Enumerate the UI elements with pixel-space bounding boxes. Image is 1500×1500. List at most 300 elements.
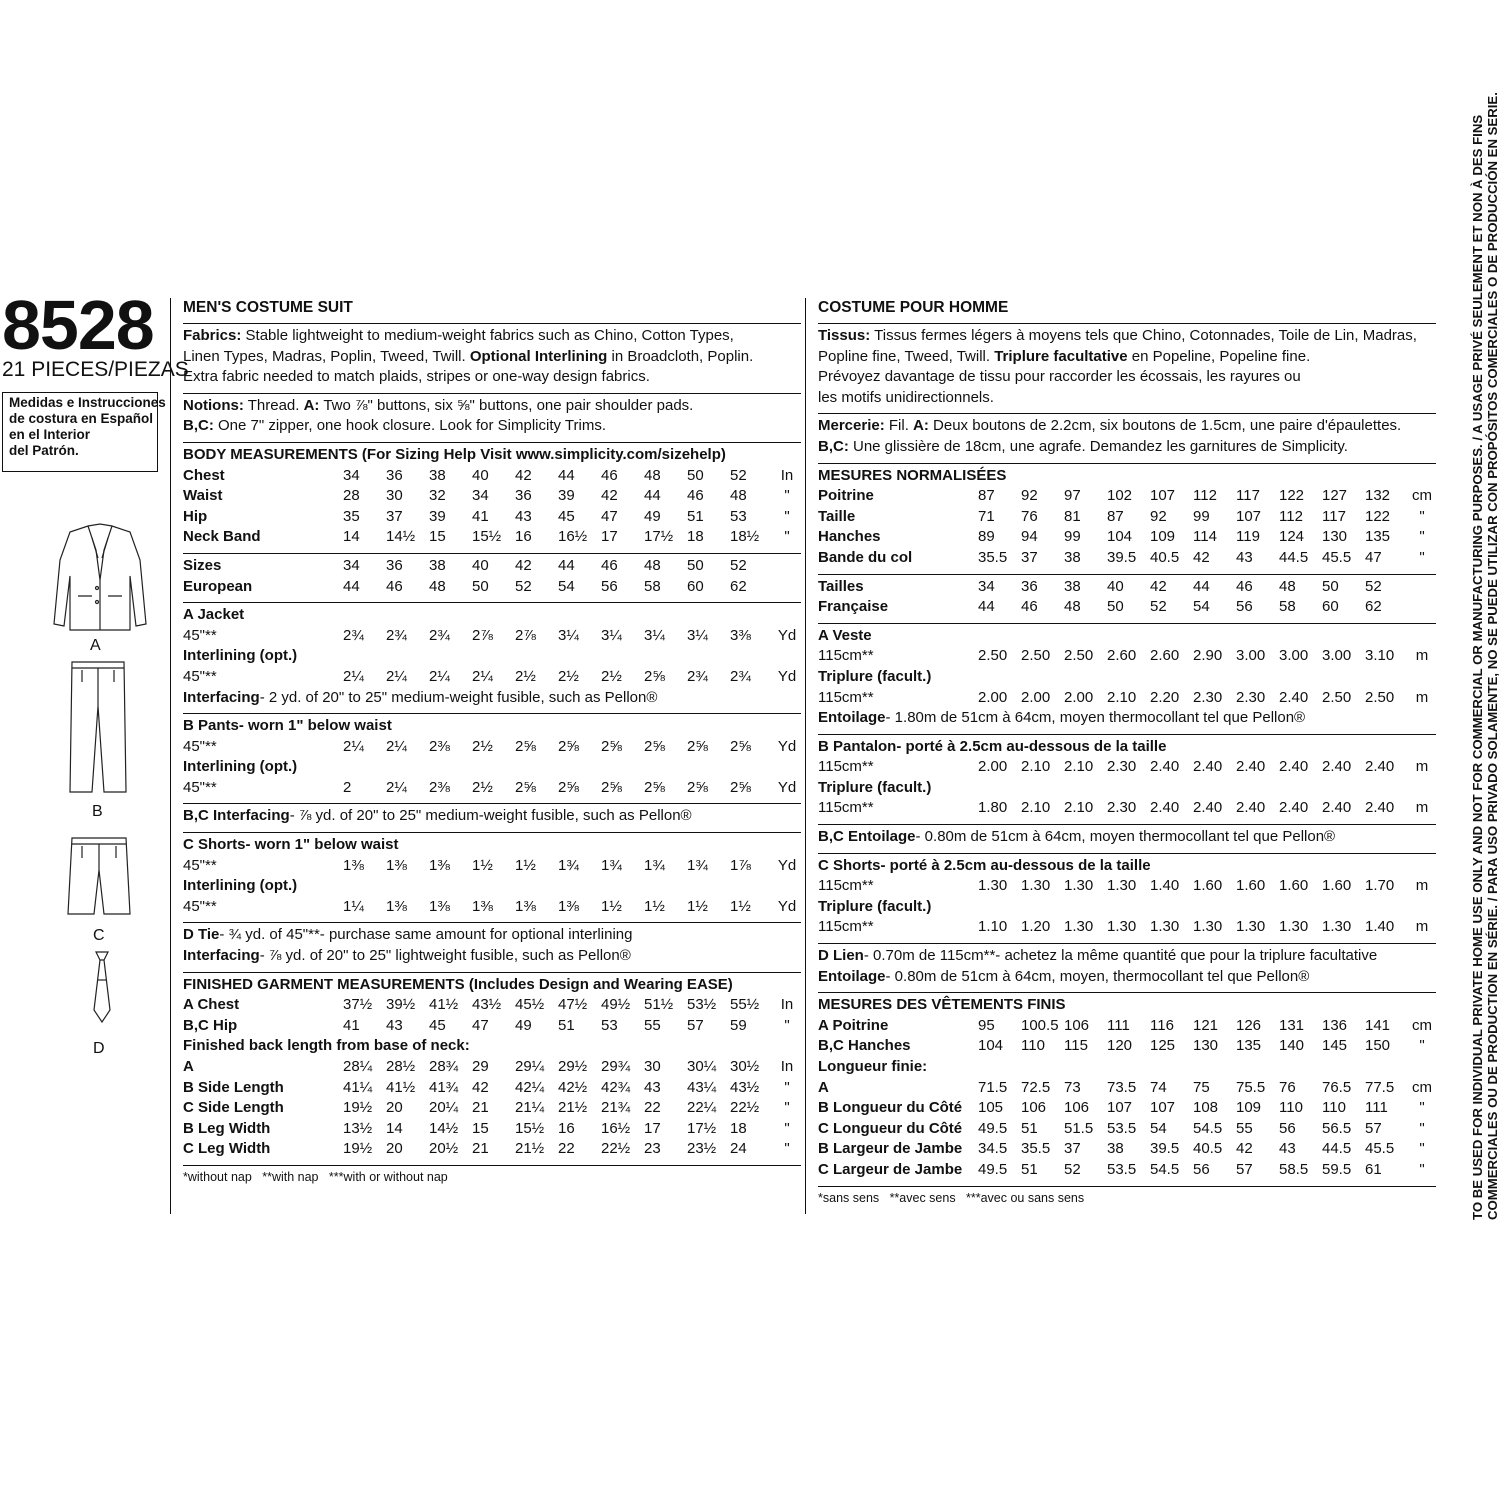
cell-value: 57 bbox=[1365, 1119, 1382, 1137]
cell-value: 1.30 bbox=[1064, 877, 1094, 895]
cell-unit bbox=[1408, 597, 1436, 618]
cell-value: 127 bbox=[1322, 487, 1348, 505]
body-measurements-title: BODY MEASUREMENTS (For Sizing Help Visit www.simplicity.com/sizehelp) bbox=[183, 445, 726, 463]
cell-value: 62 bbox=[1365, 598, 1382, 616]
cell-value: 2¾ bbox=[687, 667, 708, 685]
subheading-row bbox=[818, 897, 1436, 918]
cell-unit: " bbox=[1419, 1099, 1425, 1117]
cell-value: 1⅜ bbox=[386, 897, 407, 915]
cell-value: 51 bbox=[1021, 1119, 1038, 1137]
cell-value: 30¼ bbox=[687, 1058, 717, 1075]
cell-value: 45.5 bbox=[1322, 548, 1352, 566]
cell-value: 2½ bbox=[558, 667, 579, 685]
cell-value: 36 bbox=[515, 487, 532, 505]
cell-value: 111 bbox=[1107, 1016, 1130, 1034]
row-label: A bbox=[183, 1058, 194, 1075]
cell-value: 1.60 bbox=[1279, 877, 1309, 895]
table-row bbox=[818, 1119, 1436, 1140]
table-row bbox=[818, 1160, 1436, 1181]
cell-value: 44 bbox=[644, 487, 661, 505]
cell-value: 43¼ bbox=[687, 1078, 717, 1096]
cell-value: 49 bbox=[515, 1016, 532, 1034]
cell-value: 131 bbox=[1279, 1016, 1305, 1034]
cell-value: 89 bbox=[978, 528, 995, 546]
section-divider bbox=[818, 413, 1436, 414]
view-letter-d: D bbox=[93, 1040, 105, 1057]
row-label: B,C Hanches bbox=[818, 1037, 911, 1055]
cell-value: 41 bbox=[343, 1016, 360, 1034]
cell-value: 2¼ bbox=[472, 667, 493, 685]
cell-value: 56 bbox=[601, 577, 618, 595]
cell-value: 21 bbox=[472, 1140, 489, 1158]
cell-value: 104 bbox=[978, 1037, 1004, 1055]
table-row bbox=[183, 527, 801, 548]
cell-value: 102 bbox=[1107, 487, 1133, 505]
cell-value: 2¼ bbox=[386, 778, 407, 796]
cell-value: 21 bbox=[472, 1099, 489, 1117]
measurement-table bbox=[183, 556, 801, 597]
cell-unit: " bbox=[784, 528, 790, 546]
cell-value: 145 bbox=[1322, 1037, 1348, 1055]
row-label: 45"** bbox=[183, 778, 217, 796]
row-label: Tailles bbox=[818, 577, 864, 595]
cell-value: 53 bbox=[730, 507, 747, 525]
cell-value: 44 bbox=[343, 577, 360, 595]
section-divider bbox=[818, 323, 1436, 324]
cell-value: 40 bbox=[472, 556, 489, 574]
cell-value: 2.10 bbox=[1021, 799, 1051, 817]
cell-value: 2⅝ bbox=[644, 778, 665, 796]
cell-value: 14 bbox=[386, 1119, 403, 1137]
view-letter-b: B bbox=[92, 803, 103, 820]
cell-value: 29 bbox=[472, 1058, 489, 1075]
cell-unit: " bbox=[784, 487, 790, 505]
cell-value: 3¼ bbox=[687, 626, 708, 644]
cell-value: 2.40 bbox=[1236, 758, 1266, 776]
row-label: Poitrine bbox=[818, 487, 874, 505]
subheading-row bbox=[183, 646, 801, 667]
cell-value: 37 bbox=[1064, 1140, 1081, 1158]
cell-value: 13½ bbox=[343, 1119, 373, 1137]
cell-value: 1¾ bbox=[644, 856, 665, 874]
cell-value: 1.30 bbox=[1279, 918, 1309, 936]
cell-value: 2¾ bbox=[730, 667, 751, 685]
cell-value: 115 bbox=[1064, 1037, 1088, 1055]
cell-value: 40 bbox=[472, 466, 489, 484]
row-label: Waist bbox=[183, 487, 223, 505]
cell-value: 34.5 bbox=[978, 1140, 1008, 1158]
cell-value: 56 bbox=[1193, 1160, 1210, 1178]
cell-value: 2.60 bbox=[1150, 647, 1180, 665]
cell-unit: " bbox=[1419, 1037, 1425, 1055]
cell-value: 2.30 bbox=[1107, 799, 1137, 817]
cell-unit: cm bbox=[1412, 487, 1432, 505]
cell-value: 1⅞ bbox=[730, 856, 751, 874]
subheading-row bbox=[818, 1057, 1436, 1078]
table-row bbox=[818, 917, 1436, 938]
cell-value: 2.10 bbox=[1107, 688, 1137, 706]
cell-value: 44 bbox=[1193, 577, 1210, 595]
cell-unit bbox=[773, 577, 801, 598]
cell-value: 51 bbox=[1021, 1160, 1038, 1178]
cell-value: 150 bbox=[1365, 1037, 1391, 1055]
row-subheading: Triplure (facult.) bbox=[818, 778, 932, 796]
cell-value: 2.40 bbox=[1279, 758, 1309, 776]
cell-value: 2.50 bbox=[1021, 647, 1051, 665]
cell-value: 43½ bbox=[472, 996, 502, 1014]
row-label: B Largeur de Jambe bbox=[818, 1140, 963, 1158]
cell-value: 42 bbox=[515, 466, 532, 484]
legal-line: TO BE USED FOR INDIVIDUAL PRIVATE HOME USE ONLY AND NOT FOR COMMERCIAL OR MANUFACTURING PURPOSES. / A USAGE PRIVÉ SEULEMENT ET NON À DES FINS bbox=[1470, 114, 1485, 1220]
cell-value: 2.00 bbox=[1064, 688, 1094, 706]
row-label: B Side Length bbox=[183, 1078, 284, 1096]
row-label: A Chest bbox=[183, 996, 240, 1014]
cell-value: 1.30 bbox=[1107, 877, 1137, 895]
section-divider bbox=[818, 824, 1436, 825]
cell-value: 94 bbox=[1021, 528, 1038, 546]
cell-value: 60 bbox=[687, 577, 704, 595]
cell-value: 49 bbox=[644, 507, 661, 525]
cell-value: 1⅜ bbox=[558, 897, 579, 915]
cell-value: 19½ bbox=[343, 1099, 373, 1117]
footnote: *without nap **with nap ***with or without nap bbox=[183, 1169, 448, 1184]
cell-value: 54.5 bbox=[1193, 1119, 1223, 1137]
cell-value: 17½ bbox=[687, 1119, 717, 1137]
table-row bbox=[183, 1016, 801, 1037]
cell-value: 38 bbox=[1064, 577, 1081, 595]
section-divider bbox=[818, 623, 1436, 624]
cell-value: 48 bbox=[644, 466, 661, 484]
cell-unit: Yd bbox=[777, 778, 797, 796]
cell-value: 1.30 bbox=[978, 877, 1008, 895]
cell-value: 87 bbox=[978, 487, 995, 505]
cell-value: 21½ bbox=[558, 1099, 588, 1117]
cell-value: 20¼ bbox=[429, 1099, 459, 1117]
fabrics-line: Fabrics: Stable lightweight to medium-weight fabrics such as Chino, Cotton Types, bbox=[183, 327, 734, 344]
cell-unit: " bbox=[784, 1078, 790, 1096]
jacket-interfacing-note: Interfacing- 2 yd. of 20" to 25" medium-weight fusible, such as Pellon® bbox=[183, 688, 658, 706]
cell-value: 2½ bbox=[515, 667, 536, 685]
cell-value: 53.5 bbox=[1107, 1119, 1137, 1137]
cell-value: 2⅜ bbox=[429, 737, 450, 755]
cell-value: 53½ bbox=[687, 996, 717, 1014]
cell-value: 1⅜ bbox=[429, 897, 450, 915]
cell-unit: m bbox=[1415, 647, 1429, 665]
cell-unit: cm bbox=[1412, 1078, 1432, 1096]
section-divider bbox=[818, 853, 1436, 854]
fabrics-paragraph bbox=[183, 326, 801, 388]
cell-value: 2.40 bbox=[1322, 799, 1352, 817]
table-row bbox=[183, 486, 801, 507]
column-title: MEN'S COSTUME SUIT bbox=[183, 299, 353, 316]
cell-value: 58.5 bbox=[1279, 1160, 1309, 1178]
cell-value: 2.30 bbox=[1236, 688, 1266, 706]
section-divider bbox=[183, 442, 801, 443]
piece-count: 21 PIECES/PIEZAS bbox=[2, 358, 189, 381]
table-row bbox=[183, 556, 801, 577]
tie-line: D Tie- ¾ yd. of 45"**- purchase same amount for optional interlining bbox=[183, 926, 633, 944]
fabrics-line: Linen Types, Madras, Poplin, Tweed, Twill. Optional Interlining in Broadcloth, Poplin. bbox=[183, 347, 754, 365]
cell-value: 2¼ bbox=[343, 737, 364, 755]
cell-value: 17 bbox=[601, 528, 618, 546]
table-row bbox=[183, 1139, 801, 1160]
row-label: Française bbox=[818, 598, 889, 616]
fabrics-line: Tissus: Tissus fermes légers à moyens tels que Chino, Cotonnades, Toile de Lin, Madras, bbox=[818, 327, 1417, 344]
cell-value: 19½ bbox=[343, 1140, 373, 1158]
cell-value: 54 bbox=[1193, 598, 1210, 616]
cell-value: 2⅝ bbox=[515, 737, 536, 755]
cell-value: 2¾ bbox=[343, 626, 364, 644]
cell-unit: " bbox=[784, 1140, 790, 1158]
cell-value: 57 bbox=[687, 1016, 704, 1034]
cell-value: 1½ bbox=[515, 856, 536, 874]
cell-value: 43 bbox=[386, 1016, 403, 1034]
cell-value: 117 bbox=[1236, 487, 1260, 505]
cell-value: 1.30 bbox=[1021, 877, 1051, 895]
cell-value: 51 bbox=[687, 507, 704, 525]
cell-value: 112 bbox=[1193, 487, 1217, 505]
cell-value: 1.30 bbox=[1064, 918, 1094, 936]
fabrics-paragraph bbox=[818, 326, 1436, 408]
cell-value: 87 bbox=[1107, 507, 1124, 525]
cell-value: 29½ bbox=[558, 1058, 588, 1075]
cell-value: 106 bbox=[1021, 1099, 1047, 1117]
cell-value: 3¼ bbox=[601, 626, 622, 644]
cell-value: 54.5 bbox=[1150, 1160, 1180, 1178]
cell-value: 42 bbox=[601, 487, 618, 505]
row-subheading: Triplure (facult.) bbox=[818, 667, 932, 685]
cell-value: 58 bbox=[1279, 598, 1296, 616]
cell-value: 2⅝ bbox=[558, 778, 579, 796]
cell-value: 18 bbox=[687, 528, 704, 546]
cell-value: 42½ bbox=[558, 1078, 588, 1096]
cell-value: 50 bbox=[687, 466, 704, 484]
cell-value: 2⅞ bbox=[515, 626, 536, 644]
table-row bbox=[818, 757, 1436, 778]
cell-value: 77.5 bbox=[1365, 1078, 1395, 1096]
cell-value: 24 bbox=[730, 1140, 747, 1158]
cell-value: 2½ bbox=[601, 667, 622, 685]
cell-value: 120 bbox=[1107, 1037, 1133, 1055]
cell-value: 44.5 bbox=[1279, 548, 1309, 566]
row-label: C Side Length bbox=[183, 1099, 284, 1117]
cell-value: 2.60 bbox=[1107, 647, 1137, 665]
cell-value: 48 bbox=[1064, 598, 1081, 616]
cell-value: 2.40 bbox=[1150, 799, 1180, 817]
table-row bbox=[818, 798, 1436, 819]
cell-value: 1.60 bbox=[1236, 877, 1266, 895]
body-measurements-title: MESURES NORMALISÉES bbox=[818, 466, 1007, 484]
cell-value: 28½ bbox=[386, 1058, 416, 1075]
cell-value: 14 bbox=[343, 528, 360, 546]
cell-value: 40.5 bbox=[1193, 1140, 1223, 1158]
spanish-line: de costura en Español bbox=[9, 411, 154, 426]
section-divider bbox=[818, 992, 1436, 993]
cell-value: 107 bbox=[1150, 1099, 1176, 1117]
cell-value: 2¾ bbox=[429, 626, 450, 644]
row-label: 115cm** bbox=[818, 758, 874, 776]
cell-value: 22 bbox=[644, 1099, 661, 1117]
row-subheading: Interlining (opt.) bbox=[183, 647, 298, 665]
cell-unit: m bbox=[1415, 758, 1429, 776]
cell-value: 2.40 bbox=[1150, 758, 1180, 776]
cell-value: 1½ bbox=[472, 856, 493, 874]
table-row bbox=[183, 507, 801, 528]
cell-value: 55 bbox=[644, 1016, 661, 1034]
cell-value: 43 bbox=[1236, 548, 1253, 566]
row-label: 115cm** bbox=[818, 647, 874, 665]
cell-value: 39 bbox=[558, 487, 575, 505]
cell-unit: Yd bbox=[777, 626, 797, 644]
row-label: 45"** bbox=[183, 856, 217, 874]
finished-measurements-title: MESURES DES VÊTEMENTS FINIS bbox=[818, 996, 1066, 1014]
cell-value: 2⅜ bbox=[429, 778, 450, 796]
cell-value: 2⅝ bbox=[730, 737, 751, 755]
cell-value: 1¼ bbox=[343, 897, 364, 915]
cell-value: 46 bbox=[687, 487, 704, 505]
cell-value: 46 bbox=[1236, 577, 1253, 595]
table-row bbox=[818, 688, 1436, 709]
section-divider bbox=[818, 463, 1436, 464]
section-divider bbox=[183, 922, 801, 923]
row-label: Neck Band bbox=[183, 528, 261, 546]
cell-value: 16 bbox=[558, 1119, 575, 1137]
cell-value: 50 bbox=[472, 577, 489, 595]
cell-value: 35.5 bbox=[978, 548, 1008, 566]
cell-value: 2.20 bbox=[1150, 688, 1180, 706]
cell-value: 81 bbox=[1064, 507, 1081, 525]
cell-value: 15 bbox=[429, 528, 446, 546]
fabrics-line: Extra fabric needed to match plaids, stripes or one-way design fabrics. bbox=[183, 368, 650, 386]
cell-value: 28¾ bbox=[429, 1058, 459, 1075]
cell-value: 37½ bbox=[343, 996, 373, 1014]
cell-value: 48 bbox=[730, 487, 747, 505]
cell-unit: m bbox=[1415, 688, 1429, 706]
row-label: 115cm** bbox=[818, 688, 874, 706]
pants-heading: B Pants- worn 1" below waist bbox=[183, 717, 392, 735]
table-row bbox=[183, 737, 801, 758]
notions-line: B,C: One 7" zipper, one hook closure. Look for Simplicity Trims. bbox=[183, 417, 606, 435]
cell-value: 39½ bbox=[386, 996, 416, 1014]
shorts-heading: C Shorts- porté à 2.5cm au-dessous de la taille bbox=[818, 856, 1151, 874]
cell-value: 53.5 bbox=[1107, 1160, 1137, 1178]
cell-value: 22¼ bbox=[687, 1099, 717, 1117]
cell-value: 42¾ bbox=[601, 1078, 631, 1096]
cell-value: 16½ bbox=[558, 528, 588, 546]
section-divider bbox=[818, 574, 1436, 575]
cell-value: 106 bbox=[1064, 1099, 1090, 1117]
fabrics-line: Popline fine, Tweed, Twill. Triplure facultative en Popeline, Popeline fine. bbox=[818, 347, 1311, 365]
cell-value: 36 bbox=[1021, 577, 1038, 595]
table-row bbox=[183, 778, 801, 799]
cell-value: 21½ bbox=[515, 1140, 545, 1158]
cell-value: 1½ bbox=[644, 897, 665, 915]
section-divider bbox=[818, 1186, 1436, 1187]
cell-value: 41¼ bbox=[343, 1078, 373, 1096]
table-row bbox=[183, 897, 801, 918]
cell-value: 17 bbox=[644, 1119, 661, 1137]
cell-value: 1.10 bbox=[978, 918, 1008, 936]
measurement-table bbox=[183, 737, 801, 799]
cell-value: 41 bbox=[472, 507, 489, 525]
cell-value: 1⅜ bbox=[429, 856, 450, 874]
cell-value: 42 bbox=[1236, 1140, 1253, 1158]
cell-value: 1⅜ bbox=[515, 897, 536, 915]
cell-value: 99 bbox=[1193, 507, 1210, 525]
subheading-row bbox=[183, 876, 801, 897]
cell-value: 43½ bbox=[730, 1078, 760, 1096]
cell-unit bbox=[1408, 577, 1436, 598]
view-b-pants-drawing bbox=[68, 660, 128, 796]
cell-value: 2.40 bbox=[1236, 799, 1266, 817]
cell-value: 76.5 bbox=[1322, 1078, 1352, 1096]
cell-value: 2⅝ bbox=[687, 737, 708, 755]
cell-value: 51 bbox=[558, 1016, 575, 1034]
cell-value: 34 bbox=[472, 487, 489, 505]
cell-value: 135 bbox=[1236, 1037, 1262, 1055]
cell-unit: m bbox=[1415, 918, 1429, 936]
row-label: Taille bbox=[818, 507, 856, 525]
view-letter-a: A bbox=[90, 637, 101, 654]
notions-line: Notions: Thread. A: Two ⅞" buttons, six ⅝" buttons, one pair shoulder pads. bbox=[183, 396, 694, 414]
table-row bbox=[183, 995, 801, 1016]
cell-value: 107 bbox=[1150, 487, 1176, 505]
section-divider bbox=[183, 803, 801, 804]
cell-value: 50 bbox=[687, 556, 704, 574]
measurement-table bbox=[818, 577, 1436, 618]
cell-value: 71 bbox=[978, 507, 995, 525]
view-a-jacket-drawing bbox=[52, 520, 148, 632]
cell-value: 92 bbox=[1150, 507, 1167, 525]
cell-unit: " bbox=[1419, 1119, 1425, 1137]
cell-value: 97 bbox=[1064, 487, 1081, 505]
table-row bbox=[183, 1098, 801, 1119]
cell-value: 55 bbox=[1236, 1119, 1253, 1137]
section-divider bbox=[183, 972, 801, 973]
cell-value: 2.50 bbox=[1322, 688, 1352, 706]
measurement-table bbox=[183, 856, 801, 918]
measurement-table bbox=[183, 995, 801, 1160]
row-subheading: Interlining (opt.) bbox=[183, 877, 298, 895]
measurement-table bbox=[818, 757, 1436, 819]
cell-value: 56.5 bbox=[1322, 1119, 1352, 1137]
cell-value: 2.10 bbox=[1064, 799, 1094, 817]
cell-value: 122 bbox=[1365, 507, 1391, 525]
cell-value: 44 bbox=[978, 598, 995, 616]
cell-value: 47 bbox=[1365, 548, 1382, 566]
cell-value: 52 bbox=[1365, 577, 1382, 595]
cell-value: 47 bbox=[601, 507, 618, 525]
cell-value: 41½ bbox=[386, 1078, 416, 1096]
cell-value: 124 bbox=[1279, 528, 1305, 546]
finished-measurements-title: FINISHED GARMENT MEASUREMENTS (Includes Design and Wearing EASE) bbox=[183, 975, 733, 993]
cell-value: 42 bbox=[1150, 577, 1167, 595]
cell-value: 76 bbox=[1279, 1078, 1296, 1096]
cell-value: 52 bbox=[515, 577, 532, 595]
cell-value: 46 bbox=[601, 556, 618, 574]
tie-line: D Lien- 0.70m de 115cm**- achetez la même quantité que pour la triplure facultative bbox=[818, 947, 1378, 965]
cell-value: 46 bbox=[601, 466, 618, 484]
cell-value: 2.30 bbox=[1193, 688, 1223, 706]
cell-unit: Yd bbox=[777, 667, 797, 685]
section-divider bbox=[183, 553, 801, 554]
cell-value: 132 bbox=[1365, 487, 1391, 505]
cell-value: 45.5 bbox=[1365, 1140, 1395, 1158]
cell-value: 54 bbox=[1150, 1119, 1167, 1137]
cell-value: 140 bbox=[1279, 1037, 1305, 1055]
cell-value: 1.30 bbox=[1193, 918, 1223, 936]
cell-value: 2.10 bbox=[1021, 758, 1051, 776]
